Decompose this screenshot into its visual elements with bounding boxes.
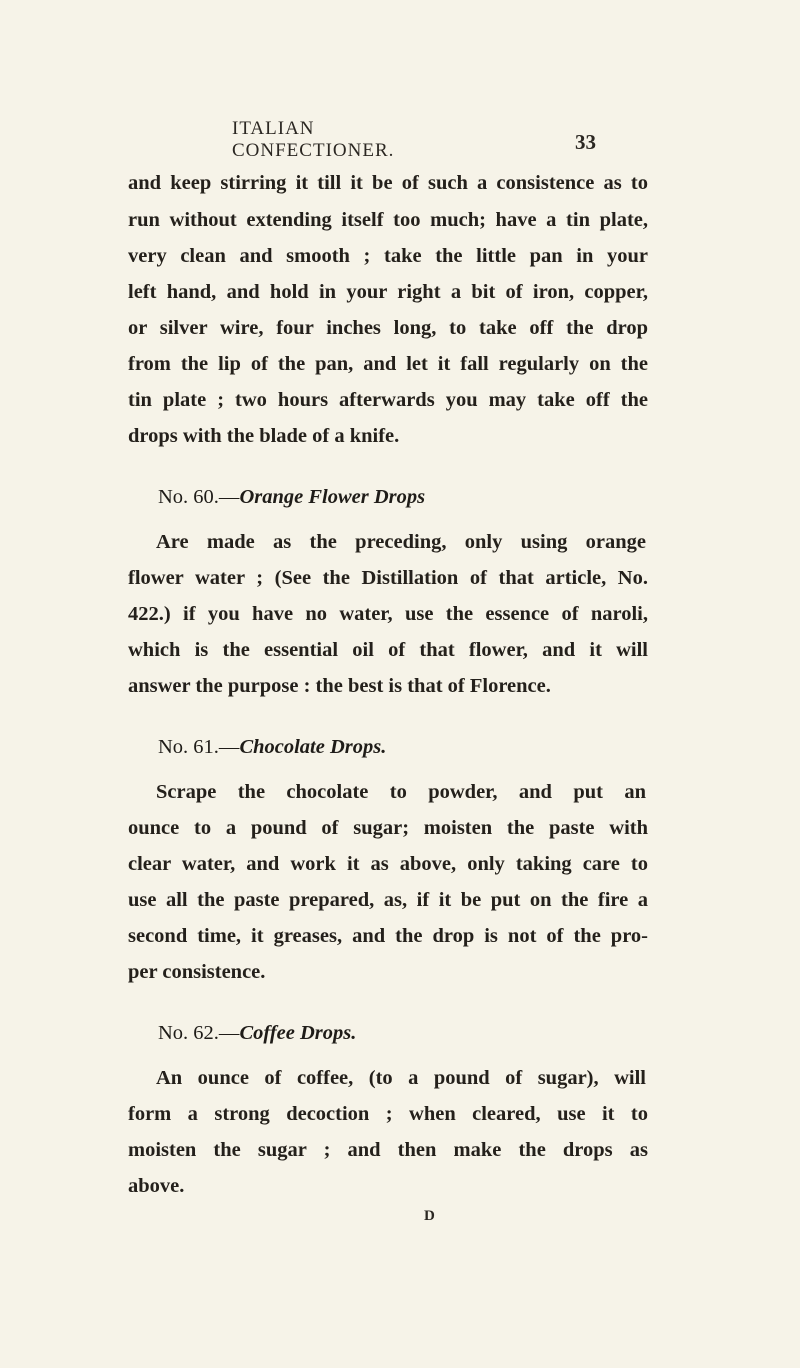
text-line: Scrape the chocolate to powder, and put an [156, 781, 646, 803]
text-line: above. [128, 1175, 185, 1197]
section-number: No. 62.— [158, 1022, 240, 1044]
section-heading-61 [158, 736, 386, 759]
section-number: No. 61.— [158, 736, 240, 758]
text-line: drops with the blade of a knife. [128, 425, 400, 447]
text-line: second time, it greases, and the drop is not of the pro- [128, 925, 648, 947]
text-line: from the lip of the pan, and let it fall regularly on the [128, 353, 648, 375]
text-line: 422.) if you have no water, use the essence of naroli, [128, 603, 648, 625]
text-line: flower water ; (See the Distillation of that article, No. [128, 567, 648, 589]
text-line: moisten the sugar ; and then make the drops as [128, 1139, 648, 1161]
section-title: Chocolate Drops. [239, 736, 387, 758]
text-line: clear water, and work it as above, only taking care to [128, 853, 648, 875]
text-line: per consistence. [128, 961, 266, 983]
section-number: No. 60.— [158, 486, 240, 508]
text-line: which is the essential oil of that flower, and it will [128, 639, 648, 661]
text-line: An ounce of coffee, (to a pound of sugar), will [156, 1067, 646, 1089]
text-line: left hand, and hold in your right a bit of iron, copper, [128, 281, 648, 303]
running-head: ITALIAN CONFECTIONER. [232, 118, 395, 161]
text-line: very clean and smooth ; take the little pan in your [128, 245, 648, 267]
text-line: ounce to a pound of sugar; moisten the paste with [128, 817, 648, 839]
section-heading-60 [158, 486, 425, 509]
page-number: 33 [575, 130, 596, 154]
text-line: answer the purpose : the best is that of Florence. [128, 675, 551, 697]
text-line: or silver wire, four inches long, to take off the drop [128, 317, 648, 339]
text-line: run without extending itself too much; have a tin plate, [128, 209, 648, 231]
text-line: and keep stirring it till it be of such a consistence as to [128, 172, 648, 194]
section-title: Orange Flower Drops [239, 486, 426, 508]
section-heading-62 [158, 1022, 356, 1045]
text-line: Are made as the preceding, only using orange [156, 531, 646, 553]
signature-mark: D [424, 1208, 435, 1224]
text-line: form a strong decoction ; when cleared, use it to [128, 1103, 648, 1125]
section-title: Coffee Drops. [239, 1022, 357, 1044]
text-line: tin plate ; two hours afterwards you may take off the [128, 389, 648, 411]
text-line: use all the paste prepared, as, if it be put on the fire a [128, 889, 648, 911]
